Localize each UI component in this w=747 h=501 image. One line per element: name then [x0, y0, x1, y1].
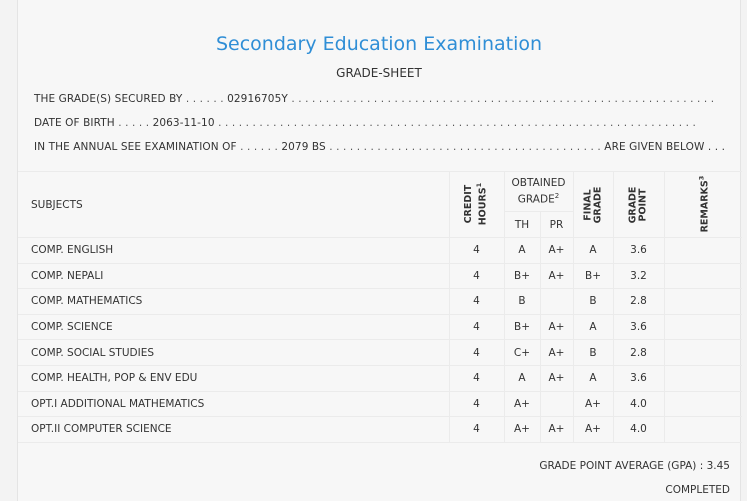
table-row — [18, 365, 742, 391]
th-header: TH — [504, 212, 540, 238]
dot-leader: . . . . . . . . . . . . . . . . . . . . . . . . . . . . . . . . . . . . . . . . — [329, 141, 605, 153]
subject-cell: COMP. SCIENCE — [18, 314, 449, 340]
pr-grade-cell: A+ — [540, 238, 573, 264]
grade-point-cell: 2.8 — [613, 340, 664, 366]
credit-cell: 4 — [449, 263, 504, 289]
remarks-label: REMARKS$^3$ — [697, 176, 711, 233]
pr-grade-cell: A+ — [540, 365, 573, 391]
pr-grade-cell — [540, 391, 573, 417]
dob-line — [34, 117, 696, 129]
pr-grade-cell: A+ — [540, 314, 573, 340]
pr-grade-cell: A+ — [540, 263, 573, 289]
credit-hours-label: CREDIT HOURS$^1$ — [463, 183, 489, 226]
dot-leader: . . . . . . — [240, 141, 282, 153]
pr-header: PR — [540, 212, 573, 238]
subject-cell: COMP. HEALTH, POP & ENV EDU — [18, 365, 449, 391]
grade-point-cell: 3.6 — [613, 365, 664, 391]
credit-cell: 4 — [449, 238, 504, 264]
final-grade-cell: A+ — [573, 417, 613, 443]
exam-line — [34, 141, 725, 153]
exam-label: IN THE ANNUAL SEE EXAMINATION OF — [34, 141, 237, 153]
page-title: Secondary Education Examination — [215, 33, 543, 55]
table-row — [18, 340, 742, 366]
remarks-cell — [664, 238, 742, 264]
subject-cell: COMP. SOCIAL STUDIES — [18, 340, 449, 366]
status-text: COMPLETED — [665, 484, 730, 496]
table-row — [18, 238, 742, 264]
credit-cell: 4 — [449, 289, 504, 315]
subject-cell: COMP. NEPALI — [18, 263, 449, 289]
th-grade-cell: B+ — [504, 263, 540, 289]
final-grade-cell: B — [573, 340, 613, 366]
final-grade-cell: A — [573, 238, 613, 264]
gpa-value: 3.45 — [706, 460, 730, 472]
grade-point-cell: 3.6 — [613, 238, 664, 264]
grade-sheet — [17, 0, 741, 501]
obtained-grade-header — [504, 172, 573, 212]
secured-by-line — [34, 93, 714, 105]
subject-cell: COMP. MATHEMATICS — [18, 289, 449, 315]
th-grade-cell: B+ — [504, 314, 540, 340]
th-grade-cell: A — [504, 238, 540, 264]
dot-leader: . . . . . . — [185, 93, 228, 105]
th-grade-cell: A+ — [504, 391, 540, 417]
remarks-cell — [664, 365, 742, 391]
table-row — [18, 289, 742, 315]
symbol-number: 02916705Y — [227, 93, 288, 105]
table-row — [18, 263, 742, 289]
subjects-header-label: SUBJECTS — [31, 198, 83, 211]
table-row — [18, 391, 742, 417]
gpa-summary — [539, 460, 730, 472]
dot-leader: . . . . . . . . . . . . . . . . . . . . . . . . . . . . . . . . . . . . . . . . . . . . . . . . . . . . . . . . . . . . . . — [291, 93, 715, 105]
dob-value: 2063-11-10 — [152, 117, 215, 129]
grade-point-cell: 2.8 — [613, 289, 664, 315]
grade-point-cell: 3.6 — [613, 314, 664, 340]
grade-point-cell: 4.0 — [613, 417, 664, 443]
final-grade-label: FINAL GRADE — [582, 186, 603, 223]
credit-cell: 4 — [449, 365, 504, 391]
remarks-header — [664, 172, 742, 238]
remarks-cell — [664, 391, 742, 417]
gpa-label: GRADE POINT AVERAGE (GPA) : — [539, 460, 704, 472]
page-subtitle: GRADE-SHEET — [336, 66, 422, 80]
remarks-cell — [664, 289, 742, 315]
obtained-grade-label: OBTAINED GRADE$^2$ — [511, 176, 566, 206]
th-grade-cell: A+ — [504, 417, 540, 443]
grade-point-label: GRADE POINT — [627, 186, 649, 223]
credit-hours-header — [449, 172, 504, 238]
dob-label: DATE OF BIRTH — [34, 117, 115, 129]
credit-cell: 4 — [449, 417, 504, 443]
grades-table — [18, 171, 742, 443]
credit-cell: 4 — [449, 314, 504, 340]
final-grade-cell: A+ — [573, 391, 613, 417]
table-row — [18, 417, 742, 443]
exam-suffix: ARE GIVEN BELOW . . . — [604, 141, 726, 153]
remarks-cell — [664, 417, 742, 443]
final-grade-cell: A — [573, 314, 613, 340]
table-row — [18, 314, 742, 340]
final-grade-header — [573, 172, 613, 238]
final-grade-cell: B — [573, 289, 613, 315]
pr-grade-cell: A+ — [540, 340, 573, 366]
pr-grade-cell: A+ — [540, 417, 573, 443]
subject-cell: OPT.II COMPUTER SCIENCE — [18, 417, 449, 443]
grade-point-cell: 3.2 — [613, 263, 664, 289]
th-grade-cell: C+ — [504, 340, 540, 366]
dot-leader: . . . . . . . . . . . . . . . . . . . . . . . . . . . . . . . . . . . . . . . . . . . . . . . . . . . . . . . . . . . . . . . . . . . . . . — [218, 117, 696, 129]
subject-cell: OPT.I ADDITIONAL MATHEMATICS — [18, 391, 449, 417]
subject-cell: COMP. ENGLISH — [18, 238, 449, 264]
dot-leader: . . . . . — [118, 117, 153, 129]
remarks-cell — [664, 263, 742, 289]
final-grade-cell: B+ — [573, 263, 613, 289]
remarks-cell — [664, 314, 742, 340]
subjects-header — [18, 172, 449, 238]
grade-point-cell: 4.0 — [613, 391, 664, 417]
remarks-cell — [664, 340, 742, 366]
secured-by-label: THE GRADE(S) SECURED BY — [34, 93, 183, 105]
grade-point-header — [613, 172, 664, 238]
th-grade-cell: B — [504, 289, 540, 315]
pr-grade-cell — [540, 289, 573, 315]
th-grade-cell: A — [504, 365, 540, 391]
credit-cell: 4 — [449, 391, 504, 417]
final-grade-cell: A — [573, 365, 613, 391]
credit-cell: 4 — [449, 340, 504, 366]
exam-year: 2079 BS — [281, 141, 326, 153]
